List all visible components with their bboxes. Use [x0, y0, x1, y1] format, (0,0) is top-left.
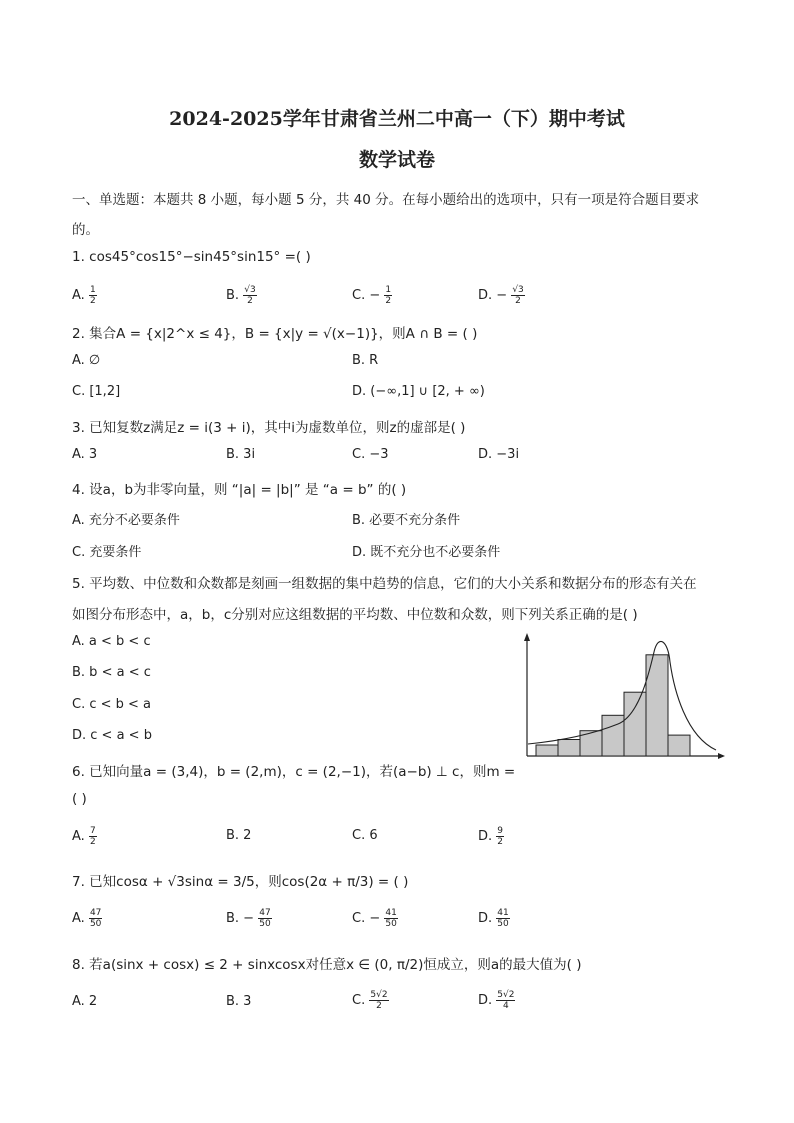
q6-option-b[interactable]: B. 2 [226, 828, 252, 843]
x-axis-arrow [718, 753, 725, 759]
question-7: 7. 已知cosα + √3sinα = 3/5，则cos(2α + π/3) = ( ) [72, 874, 409, 890]
histogram-bar [558, 740, 580, 757]
q5-option-b[interactable]: B. b < a < c [72, 665, 151, 680]
question-8: 8. 若a(sinx + cosx) ≤ 2 + sinxcosx对任意x ∈ (0, π/2)恒成立，则a的最大值为( ) [72, 957, 582, 973]
q5-option-a[interactable]: A. a < b < c [72, 634, 151, 649]
question-2: 2. 集合A = {x|2^x ≤ 4}，B = {x|y = √(x−1)}，则A ∩ B = ( ) [72, 326, 478, 342]
question-3: 3. 已知复数z满足z = i(3 + i)，其中i为虚数单位，则z的虚部是( ) [72, 420, 466, 436]
histogram-bar [602, 715, 624, 756]
question-6: 6. 已知向量a = (3,4)，b = (2,m)，c = (2,−1)，若(a−b) ⊥ c，则m = [72, 764, 516, 780]
histogram-bar [668, 735, 690, 756]
q3-option-b[interactable]: B. 3i [226, 447, 256, 462]
section-heading: 一、单选题：本题共 8 小题，每小题 5 分，共 40 分。在每小题给出的选项中，只有一项是符合题目要求 [72, 192, 700, 208]
q6-option-c[interactable]: C. 6 [352, 828, 378, 843]
page-subtitle: 数学试卷 [358, 149, 435, 171]
histogram-bar [624, 692, 646, 756]
section-heading-cont: 的。 [72, 222, 99, 238]
q2-option-c[interactable]: C. [1,2] [72, 384, 121, 399]
q5-distribution-chart [518, 632, 730, 764]
q7-option-b[interactable]: B. − $\frac{47}{50}$ [226, 908, 271, 929]
page-title: 2024-2025学年甘肃省兰州二中高一（下）期中考试 [169, 108, 625, 130]
q8-option-a[interactable]: A. 2 [72, 994, 98, 1009]
question-6-cont: ( ) [72, 791, 87, 807]
q4-option-b[interactable]: B. 必要不充分条件 [352, 513, 461, 528]
q8-option-c[interactable]: C. $\frac{5√2}{2}$ [352, 990, 388, 1011]
q4-option-d[interactable]: D. 既不充分也不必要条件 [352, 545, 501, 560]
q2-option-d[interactable]: D. (−∞,1] ∪ [2, + ∞) [352, 384, 485, 399]
question-5: 5. 平均数、中位数和众数都是刻画一组数据的集中趋势的信息，它们的大小关系和数据分布的形态有关在 [72, 576, 697, 592]
q5-option-d[interactable]: D. c < a < b [72, 728, 152, 743]
q6-option-d[interactable]: D. $\frac{9}{2}$ [478, 826, 504, 847]
q7-option-d[interactable]: D. $\frac{41}{50}$ [478, 908, 509, 929]
q8-option-b[interactable]: B. 3 [226, 994, 252, 1009]
q1-option-a[interactable]: A. $\frac{1}{2}$ [72, 285, 96, 306]
q1-option-b[interactable]: B. $\frac{√3}{2}$ [226, 285, 256, 306]
question-4: 4. 设a，b为非零向量，则 “|a| = |b|” 是 “a = b” 的( ) [72, 482, 407, 498]
q7-option-c[interactable]: C. − $\frac{41}{50}$ [352, 908, 397, 929]
q1-option-d[interactable]: D. − $\frac{√3}{2}$ [478, 285, 524, 306]
q3-option-c[interactable]: C. −3 [352, 447, 389, 462]
q5-option-c[interactable]: C. c < b < a [72, 697, 152, 712]
y-axis-arrow [524, 633, 530, 641]
q3-option-a[interactable]: A. 3 [72, 447, 98, 462]
q4-option-c[interactable]: C. 充要条件 [72, 545, 142, 560]
histogram-bar [536, 745, 558, 756]
q7-option-a[interactable]: A. $\frac{47}{50}$ [72, 908, 102, 929]
question-5-cont: 如图分布形态中，a，b，c分别对应这组数据的平均数、中位数和众数，则下列关系正确的是( ) [72, 607, 638, 623]
q4-option-a[interactable]: A. 充分不必要条件 [72, 513, 180, 528]
q2-option-a[interactable]: A. ∅ [72, 353, 101, 368]
q6-option-a[interactable]: A. $\frac{7}{2}$ [72, 826, 96, 847]
q2-option-b[interactable]: B. R [352, 353, 379, 368]
question-1: 1. cos45°cos15°−sin45°sin15° =( ) [72, 249, 311, 265]
q3-option-d[interactable]: D. −3i [478, 447, 520, 462]
q1-option-c[interactable]: C. − $\frac{1}{2}$ [352, 285, 392, 306]
q8-option-d[interactable]: D. $\frac{5√2}{4}$ [478, 990, 515, 1011]
